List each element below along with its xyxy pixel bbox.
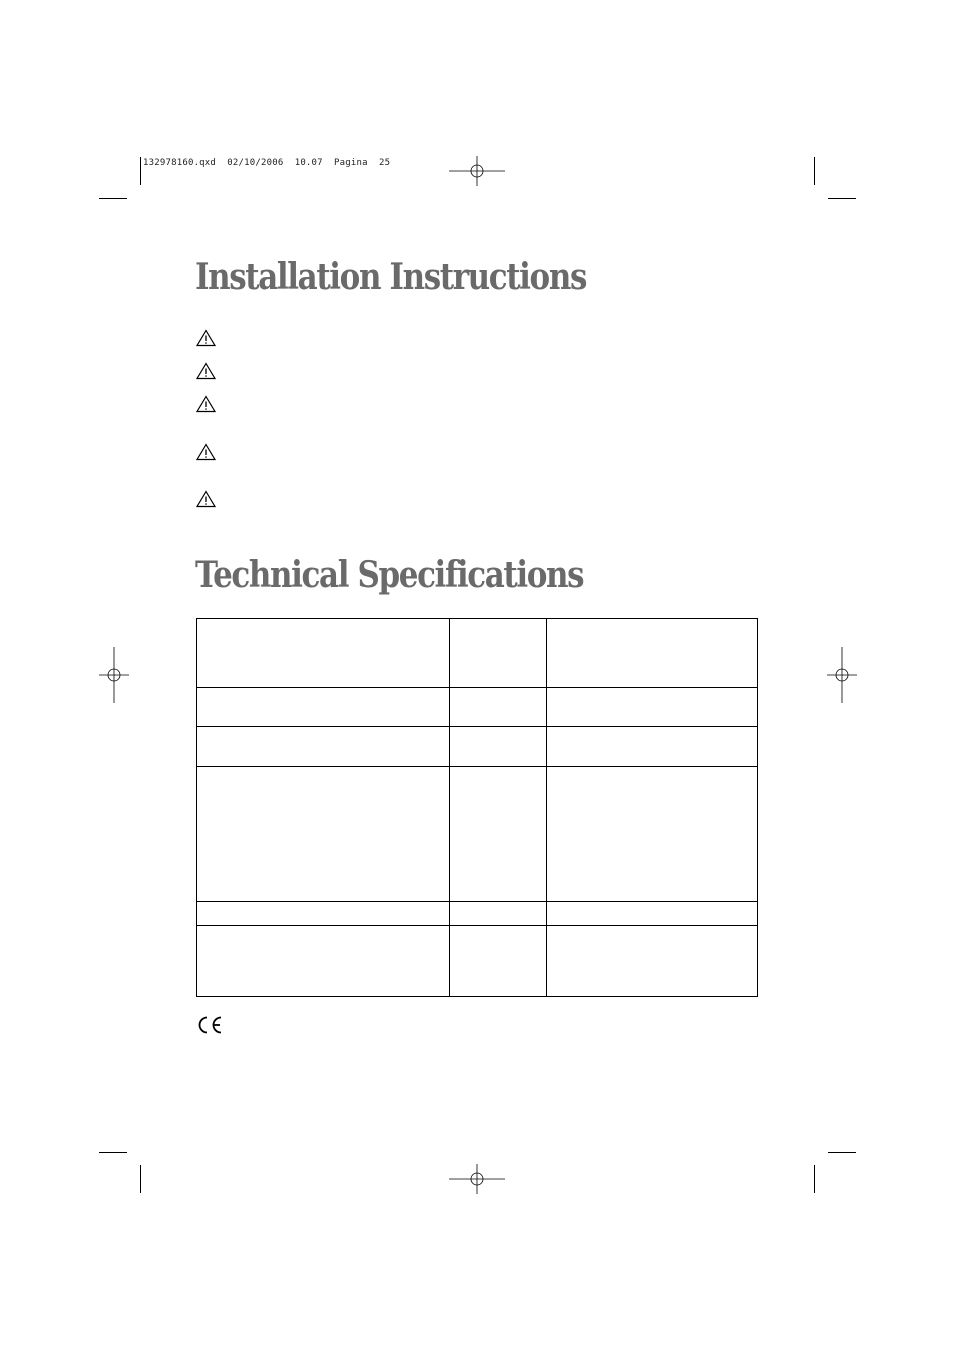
crop-mark-bottom-left-v bbox=[140, 1165, 141, 1193]
ce-mark-icon bbox=[196, 1015, 224, 1035]
table-cell bbox=[197, 727, 450, 767]
warning-icon bbox=[196, 329, 216, 347]
crop-mark-bottom-right-v bbox=[814, 1165, 815, 1193]
table-cell bbox=[547, 619, 758, 688]
table-cell bbox=[197, 767, 450, 902]
table-cell bbox=[449, 619, 547, 688]
table-cell bbox=[197, 902, 450, 926]
table-cell bbox=[547, 902, 758, 926]
crop-mark-bottom-right-h bbox=[828, 1152, 856, 1153]
table-cell bbox=[449, 926, 547, 997]
installation-title: Installation Instructions bbox=[195, 256, 587, 298]
table-cell bbox=[197, 619, 450, 688]
table-cell bbox=[449, 902, 547, 926]
table-cell bbox=[547, 767, 758, 902]
table-cell bbox=[547, 926, 758, 997]
registration-mark-left-icon bbox=[99, 647, 129, 703]
spec-table bbox=[196, 618, 758, 997]
crop-mark-top-left-v bbox=[140, 157, 141, 185]
warning-icon bbox=[196, 362, 216, 380]
table-cell bbox=[197, 926, 450, 997]
table-cell bbox=[197, 688, 450, 727]
table-row bbox=[197, 688, 758, 727]
registration-mark-right-icon bbox=[827, 647, 857, 703]
table-row bbox=[197, 767, 758, 902]
registration-mark-top-icon bbox=[449, 156, 505, 186]
warning-icon bbox=[196, 443, 216, 461]
technical-title: Technical Specifications bbox=[195, 554, 584, 596]
crop-mark-top-left-h bbox=[99, 198, 127, 199]
table-row bbox=[197, 619, 758, 688]
registration-mark-bottom-icon bbox=[449, 1164, 505, 1194]
table-cell bbox=[449, 767, 547, 902]
table-row bbox=[197, 926, 758, 997]
table-cell bbox=[449, 727, 547, 767]
crop-mark-top-right-v bbox=[814, 157, 815, 185]
table-row bbox=[197, 902, 758, 926]
warning-icon bbox=[196, 490, 216, 508]
crop-mark-top-right-h bbox=[828, 198, 856, 199]
crop-mark-bottom-left-h bbox=[99, 1152, 127, 1153]
table-cell bbox=[449, 688, 547, 727]
print-slug: 132978160.qxd 02/10/2006 10.07 Pagina 25 bbox=[143, 158, 391, 168]
table-row bbox=[197, 727, 758, 767]
table-cell bbox=[547, 727, 758, 767]
warning-icon bbox=[196, 395, 216, 413]
table-cell bbox=[547, 688, 758, 727]
